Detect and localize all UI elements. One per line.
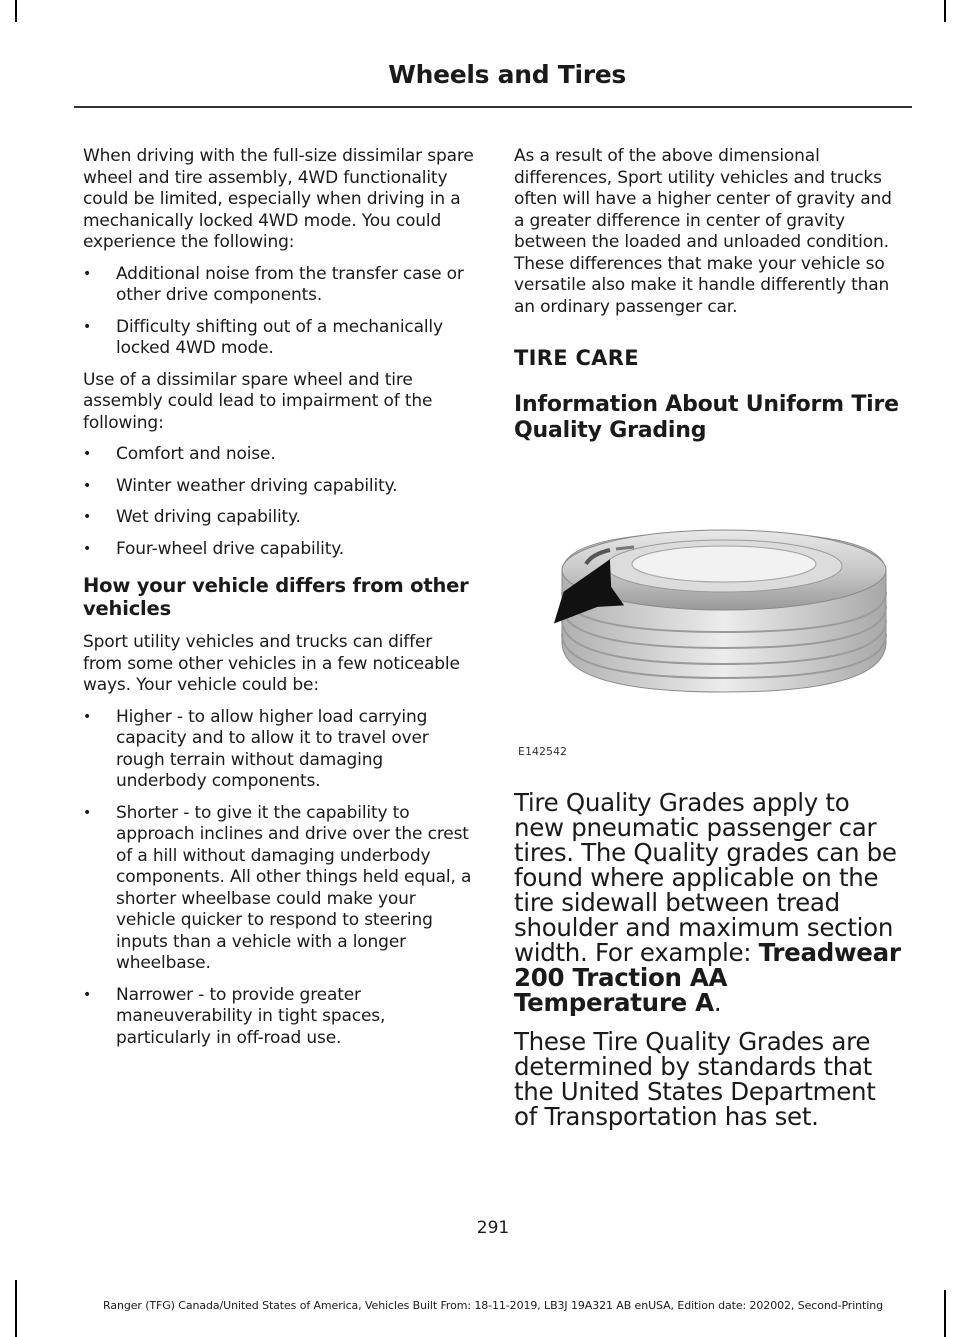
page-number: 291 (476, 1218, 510, 1238)
list-item: • Narrower - to provide greater maneuverability in tight spaces, particularly in off-road use. (83, 985, 475, 1050)
list-item: • Additional noise from the transfer case or other drive components. (83, 264, 475, 307)
tire-illustration-icon (514, 502, 906, 732)
page-title: Wheels and Tires (388, 60, 626, 89)
period: . (713, 988, 722, 1017)
figure-code: E142542 (518, 745, 567, 758)
crop-mark-br (944, 1290, 946, 1337)
paragraph: When driving with the full-size dissimilar spare wheel and tire assembly, 4WD functionality could be limited, especially when driving in a mechanically locked 4WD mode. You could experience the following: (83, 146, 474, 252)
list-item: • Four-wheel drive capability. (83, 539, 475, 561)
tire-figure (514, 502, 906, 762)
bullet-list (83, 444, 475, 560)
paragraph: Sport utility vehicles and trucks can differ from some other vehicles in a few noticeable ways. Your vehicle could be: (83, 632, 460, 695)
large-paragraph: These Tire Quality Grades are determined by standards that the United States Department of Transportation has set. (514, 1027, 876, 1131)
list-item: • Shorter - to give it the capability to approach inclines and drive over the crest of a hill without damaging underbody components. All other things held equal, a shorter wheelbase could make your vehicle quicker to respond to steering inputs than a vehicle with a longer wheelbase. (83, 803, 475, 975)
list-item: • Comfort and noise. (83, 444, 475, 466)
section-heading: TIRE CARE (514, 346, 639, 370)
bullet-list (83, 707, 475, 1050)
footer-text: Ranger (TFG) Canada/United States of America, Vehicles Built From: 18-11-2019, LB3J 19A321 AB enUSA, Edition date: 202002, Second-Printing (103, 1299, 883, 1312)
header-rule (74, 106, 912, 108)
large-paragraph (514, 790, 906, 1015)
crop-mark-tr (944, 0, 946, 22)
list-item: • Higher - to allow higher load carrying capacity and to allow it to travel over rough terrain without damaging underbody components. (83, 707, 475, 793)
subheading: How your vehicle differs from other vehicles (83, 574, 469, 620)
right-column (514, 146, 906, 1143)
paragraph: Use of a dissimilar spare wheel and tire assembly could lead to impairment of the following: (83, 369, 433, 433)
grade-example: Treadwear 200 Traction AA Temperature A (514, 938, 901, 1017)
subsection-heading: Information About Uniform Tire Quality Grading (514, 392, 899, 443)
list-item: • Winter weather driving capability. (83, 476, 475, 498)
bullet-list (83, 264, 475, 360)
crop-mark-tl (15, 0, 17, 22)
paragraph: As a result of the above dimensional differences, Sport utility vehicles and trucks often will have a higher center of gravity and a greater difference in center of gravity between the loaded and unloaded condition. These differences that make your vehicle so versatile also make it handle differently than an ordinary passenger car. (514, 146, 892, 317)
left-column (83, 146, 475, 1059)
list-item: • Difficulty shifting out of a mechanically locked 4WD mode. (83, 317, 475, 360)
list-item: • Wet driving capability. (83, 507, 475, 529)
large-paragraph-text: Tire Quality Grades apply to new pneumatic passenger car tires. The Quality grades can be found where applicable on the tire sidewall between tread shoulder and maximum section width. For example: (514, 788, 897, 967)
